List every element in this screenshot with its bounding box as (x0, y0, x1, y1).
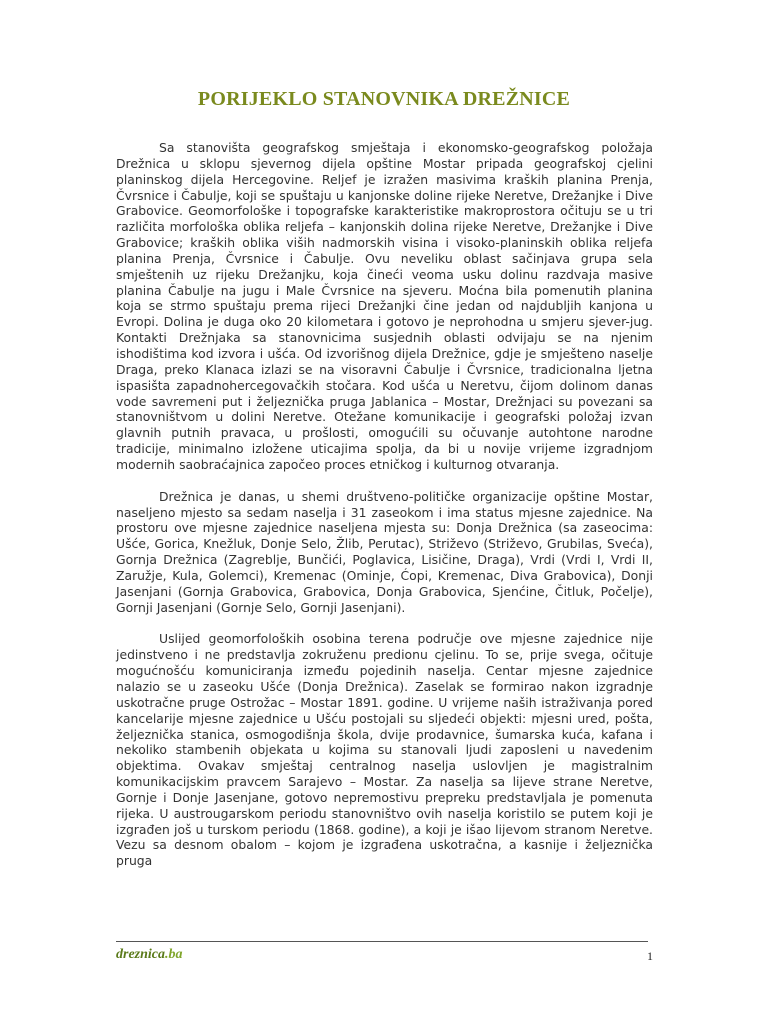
brand-name: dreznica (116, 947, 165, 962)
page-number: 1 (647, 949, 653, 963)
paragraph: Drežnica je danas, u shemi društveno-političke organizacije opštine Mostar, naseljeno mjesto sa sedam naselja i 31 zaseokom i ima status mjesne zajednice. Na prostoru ove mjesne zajednice naseljena mjesta su: Donja Drežnica (sa zaseocima: Ušće, Gorica, Knežluk, Donje Selo, Žlib, Perutac), Striževo (Striževo, Grubilas, Sveća), Gornja Drežnica (Zagreblje, Bunčići, Poglavica, Lisičine, Draga), Vrdi (Vrdi I, Vrdi II, Zaružje, Kula, Golemci), Kremenac (Ominje, Ćopi, Kremenac, Diva Grabovica), Donji Jasenjani (Gornja Grabovica, Grabovica, Donja Grabovica, Sjenćine, Čitluk, Počelje), Gornji Jasenjani (Gornje Selo, Gornji Jasenjani). (116, 488, 653, 615)
paragraph: Uslijed geomorfoloških osobina terena područje ove mjesne zajednice nije jedinstveno i ne predstavlja zokruženu predionu cjelinu. To se, prije svega, očituje mogućnošću komuniciranja između pojedinih naselja. Centar mjesne zajednice nalazio se u zaseoku Ušće (Donja Drežnica). Zaselak se formirao nakon izgradnje uskotračne pruge Ostrožac – Mostar 1891. godine. U vrijeme naših istraživanja pored kancelarije mjesne zajednice u Ušću postojali su sljedeći objekti: mjesni ured, pošta, željeznička stanica, osmogodišnja škola, dvije prodavnice, šumarska kuća, kafana i nekoliko stambenih objekata u kojima su stanovali ljudi zaposleni u navedenim objektima. Ovakav smještaj centralnog naselja uslovljen je magistralnim komunikacijskim pravcem Sarajevo – Mostar. Za naselja sa lijeve strane Neretve, Gornje i Donje Jasenjane, gotovo nepremostivu prepreku predstavljala je pomenuta rijeka. U austrougarskom periodu stanovništvo ovih naselja koristilo se putem koji je izgrađen još u turskom periodu (1868. godine), a koji je išao lijevom stranom Neretve. Vezu sa desnom obalom – kojom je izgrađena uskotračna, a kasnije i željeznička pruga (116, 631, 653, 869)
brand-tld: .ba (165, 947, 183, 962)
footer-divider (116, 941, 648, 942)
paragraph: Sa stanovišta geografskog smještaja i ekonomsko-geografskog položaja Drežnica u sklopu sjevernog dijela opštine Mostar pripada geografskoj cjelini planinskog dijela Hercegovine. Reljef je izražen masivima kraških planina Prenja, Čvrsnice i Čabulje, koji se spuštaju u kanjonske doline rijeke Neretve, Drežanjke i Dive Grabovice. Geomorfološke i topografske karakteristike makroprostora očituju se u tri različita morfološka oblika reljefa – kanjonskih dolina rijeke Neretve, Drežanjke i Dive Grabovice; kraških oblika viših nadmorskih visina i visoko-planinskih oblika reljefa planina Prenja, Čvrsnice i Čabulje. Ovu neveliku oblast sačinjava grupa sela smještenih uz rijeku Drežanjku, koja čineći veoma usku dolinu razdvaja masive planina Čabulje na jugu i Male Čvrsnice na sjeveru. Moćna bila pomenutih planina koja se strmo spuštaju prema rijeci Drežanjki čine jedan od najdubljih kanjona u Evropi. Dolina je duga oko 20 kilometara i gotovo je neprohodna u smjeru sjever-jug. Kontakti Drežnjaka sa stanovnicima susjednih oblasti odvijaju se na njenim ishodištima kod izvora i ušća. Od izvorišnog dijela Drežnice, gdje je smješteno naselje Draga, preko Klanaca izlazi se na visoravni Čabulje i Čvrsnice, tradicionalna ljetna ispasišta zapadnohercegovačkih stočara. Kod ušća u Neretvu, čijom dolinom danas vode savremeni put i željeznička pruga Jablanica – Mostar, Drežnjaci su povezani sa stanovništvom u dolini Neretve. Otežane komunikacije i geografski položaj izvan glavnih putnih pravaca, u prošlosti, omogućili su očuvanje autohtone narodne tradicije, minimalno izložene uticajima spolja, da bi u novije vrijeme izgradnjom modernih saobraćajnica započeo proces etničkog i kulturnog otvaranja. (116, 140, 653, 472)
page-title: PORIJEKLO STANOVNIKA DREŽNICE (197, 88, 571, 110)
document-body (116, 140, 653, 885)
footer-brand-logo (116, 947, 183, 963)
